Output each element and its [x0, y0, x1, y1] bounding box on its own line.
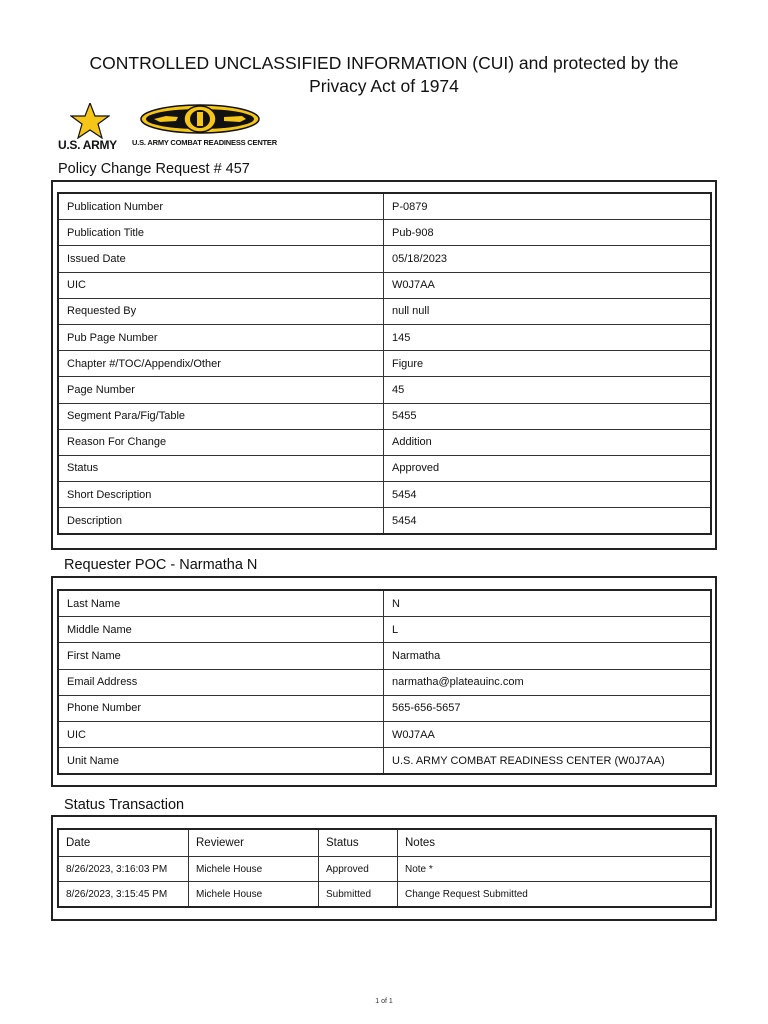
table-row	[59, 617, 711, 643]
table-row	[59, 669, 711, 695]
crc-logo-text: U.S. ARMY COMBAT READINESS CENTER	[132, 138, 277, 147]
field-label: Requested By	[59, 298, 384, 324]
field-value: 5454	[384, 482, 711, 508]
page-number: 1 of 1	[375, 998, 393, 1005]
column-header-status: Status	[319, 830, 398, 857]
field-value: Addition	[384, 429, 711, 455]
field-label: Status	[59, 455, 384, 481]
table-row	[59, 482, 711, 508]
requester-section-title: Requester POC - Narmatha N	[64, 557, 258, 573]
table-row	[59, 721, 711, 747]
field-label: Short Description	[59, 482, 384, 508]
field-label: Pub Page Number	[59, 324, 384, 350]
policy-section-title: Policy Change Request # 457	[58, 161, 250, 177]
field-value: Narmatha	[384, 643, 711, 669]
transaction-reviewer-cell: Michele House	[189, 882, 319, 907]
table-row	[59, 748, 711, 774]
table-row	[59, 403, 711, 429]
field-label: Reason For Change	[59, 429, 384, 455]
transaction-row	[59, 857, 711, 882]
field-label: Chapter #/TOC/Appendix/Other	[59, 351, 384, 377]
field-label: Publication Title	[59, 220, 384, 246]
field-label: Segment Para/Fig/Table	[59, 403, 384, 429]
table-row	[59, 455, 711, 481]
crc-logo	[132, 103, 277, 153]
field-label: Email Address	[59, 669, 384, 695]
field-value: Figure	[384, 351, 711, 377]
field-label: First Name	[59, 643, 384, 669]
transaction-notes-cell: Change Request Submitted	[398, 882, 711, 907]
transaction-table	[58, 829, 711, 907]
field-value: L	[384, 617, 711, 643]
table-row	[59, 351, 711, 377]
transaction-header-row	[59, 830, 711, 857]
field-value: null null	[384, 298, 711, 324]
field-value: P-0879	[384, 194, 711, 220]
table-row	[59, 298, 711, 324]
transaction-date-cell: 8/26/2023, 3:16:03 PM	[59, 857, 189, 882]
field-value: W0J7AA	[384, 272, 711, 298]
table-row	[59, 246, 711, 272]
field-value: narmatha@plateauinc.com	[384, 669, 711, 695]
transaction-section-title: Status Transaction	[64, 797, 185, 813]
table-row	[59, 643, 711, 669]
table-row	[59, 429, 711, 455]
table-row	[59, 324, 711, 350]
field-label: Middle Name	[59, 617, 384, 643]
transaction-row	[59, 882, 711, 907]
field-value: W0J7AA	[384, 721, 711, 747]
transaction-status-cell: Approved	[319, 857, 398, 882]
requester-table	[58, 590, 711, 774]
field-label: Publication Number	[59, 194, 384, 220]
logos	[58, 103, 277, 153]
table-row	[59, 220, 711, 246]
column-header-notes: Notes	[398, 830, 711, 857]
cui-header-line1: CONTROLLED UNCLASSIFIED INFORMATION (CUI) and protected by the	[89, 53, 679, 73]
field-value: 5454	[384, 508, 711, 534]
table-row	[59, 377, 711, 403]
cui-header	[40, 52, 728, 98]
table-row	[59, 508, 711, 534]
field-label: Description	[59, 508, 384, 534]
field-value: U.S. ARMY COMBAT READINESS CENTER (W0J7AA)	[384, 748, 711, 774]
field-value: 05/18/2023	[384, 246, 711, 272]
transaction-notes-cell: Note *	[398, 857, 711, 882]
us-army-logo	[58, 103, 122, 153]
field-label: UIC	[59, 272, 384, 298]
field-label: UIC	[59, 721, 384, 747]
field-label: Last Name	[59, 591, 384, 617]
army-star-icon	[70, 103, 110, 139]
field-label: Phone Number	[59, 695, 384, 721]
policy-table	[58, 193, 711, 534]
field-label: Page Number	[59, 377, 384, 403]
column-header-reviewer: Reviewer	[189, 830, 319, 857]
crc-emblem-icon	[140, 104, 260, 134]
field-value: Approved	[384, 455, 711, 481]
table-row	[59, 272, 711, 298]
field-value: N	[384, 591, 711, 617]
transaction-date-cell: 8/26/2023, 3:15:45 PM	[59, 882, 189, 907]
field-value: 45	[384, 377, 711, 403]
table-row	[59, 591, 711, 617]
table-row	[59, 194, 711, 220]
transaction-status-cell: Submitted	[319, 882, 398, 907]
field-label: Issued Date	[59, 246, 384, 272]
transaction-reviewer-cell: Michele House	[189, 857, 319, 882]
cui-header-line2: Privacy Act of 1974	[309, 76, 459, 96]
field-label: Unit Name	[59, 748, 384, 774]
field-value: 565-656-5657	[384, 695, 711, 721]
field-value: 5455	[384, 403, 711, 429]
field-value: Pub-908	[384, 220, 711, 246]
field-value: 145	[384, 324, 711, 350]
table-row	[59, 695, 711, 721]
column-header-date: Date	[59, 830, 189, 857]
army-logo-text: U.S. ARMY	[58, 138, 117, 152]
